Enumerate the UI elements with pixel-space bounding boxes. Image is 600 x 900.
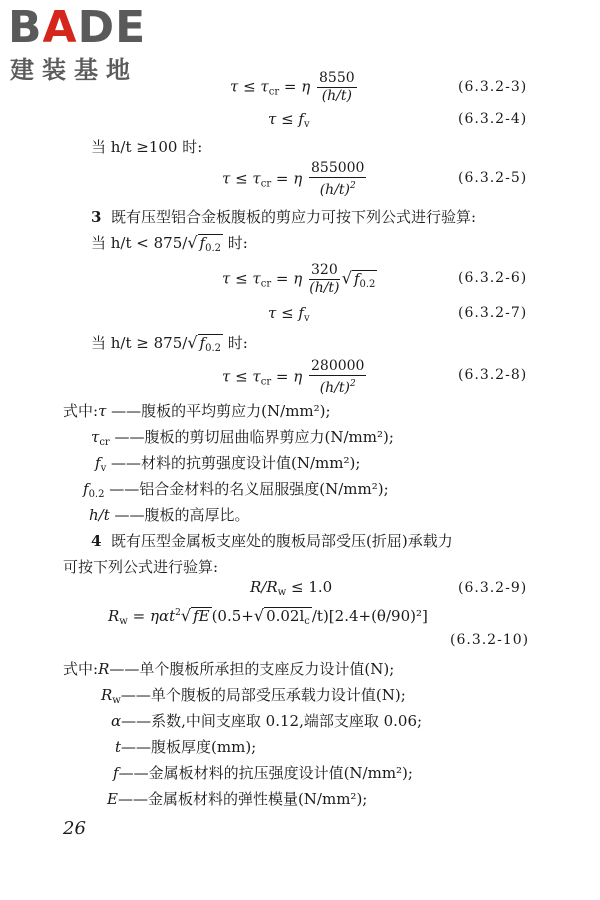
item-4-paragraph: 4 既有压型金属板支座处的腹板局部受压(折屈)承载力: [91, 532, 453, 550]
eqnum-6-3-2-8: (6.3.2-8): [458, 367, 528, 383]
site-logo: [8, 4, 178, 86]
logo-subtitle: 建装基地: [10, 56, 138, 84]
def-E: E——金属板材料的弹性模量(N/mm²);: [107, 790, 368, 808]
equation-6-3-2-10: $R_w = \eta\alpha t^2√$ fE (0.5+√ $0.02l_c$ /t)[2.4+(θ/90)²]: [108, 606, 428, 630]
eqnum-6-3-2-5: (6.3.2-5): [458, 170, 528, 186]
def-fv: $f_v$ ——材料的抗剪强度设计值(N/mm²);: [95, 454, 361, 474]
eqnum-6-3-2-9: (6.3.2-9): [458, 580, 528, 596]
equation-6-3-2-8: $\tau \le \tau_{cr} = \eta$ $\frac{280000}{(h/t)^2}$: [222, 358, 365, 396]
equation-6-3-2-7: $\tau \le f_v$: [268, 304, 310, 324]
item-3-paragraph: 3 既有压型铝合金板腹板的剪应力可按下列公式进行验算:: [91, 208, 477, 226]
eqnum-6-3-2-3: (6.3.2-3): [458, 79, 528, 95]
def-Rw: $R_w——$单个腹板的局部受压承载力设计值(N);: [101, 686, 406, 706]
def-tau-cr: $\tau_{cr}$ ——腹板的剪切屈曲临界剪应力(N/mm²);: [91, 428, 394, 448]
condition-ht-geq-875: 当 h/t ≥ 875/√ $f_{0.2}$ 时:: [91, 332, 600, 357]
equation-6-3-2-3: $\tau \le \tau_{cr} = \eta$ $\frac{8550}{(h/t)}$: [230, 70, 355, 104]
page-number: 26: [63, 818, 86, 839]
def-ht: h/t ——腹板的高厚比。: [89, 506, 250, 524]
equation-6-3-2-6: $\tau \le \tau_{cr} = \eta$ $\frac{320}{(h/t)}$ √ $f_{0.2}$: [222, 262, 376, 296]
equation-6-3-2-5: $\tau \le \tau_{cr} = \eta$ $\frac{855000}{(h/t)^2}$: [222, 160, 365, 198]
item-4-paragraph-cont: 可按下列公式进行验算:: [63, 558, 219, 576]
logo-wordmark: BADE: [8, 2, 147, 53]
eqnum-6-3-2-7: (6.3.2-7): [458, 305, 528, 321]
eqnum-6-3-2-6: (6.3.2-6): [458, 270, 528, 286]
def-tau: 式中:τ ——腹板的平均剪应力(N/mm²);: [63, 402, 331, 420]
def-t: t——腹板厚度(mm);: [115, 738, 257, 756]
def-f: f——金属板材料的抗压强度设计值(N/mm²);: [113, 764, 413, 782]
equation-6-3-2-9: $R/R_w \le 1.0$: [250, 578, 333, 598]
def-alpha: α——系数,中间支座取 0.12,端部支座取 0.06;: [111, 712, 423, 730]
equation-6-3-2-4: $\tau \le f_v$: [268, 110, 310, 130]
eqnum-6-3-2-10: (6.3.2-10): [450, 632, 530, 648]
def-R: 式中:R——单个腹板所承担的支座反力设计值(N);: [63, 660, 395, 678]
condition-ht-100: 当 h/t ≥100 时:: [91, 138, 203, 156]
condition-ht-less-875: 当 h/t < 875/√ $f_{0.2}$ 时:: [91, 232, 600, 257]
def-f02: $f_{0.2}$ ——铝合金材料的名义屈服强度(N/mm²);: [83, 480, 389, 500]
eqnum-6-3-2-4: (6.3.2-4): [458, 111, 528, 127]
